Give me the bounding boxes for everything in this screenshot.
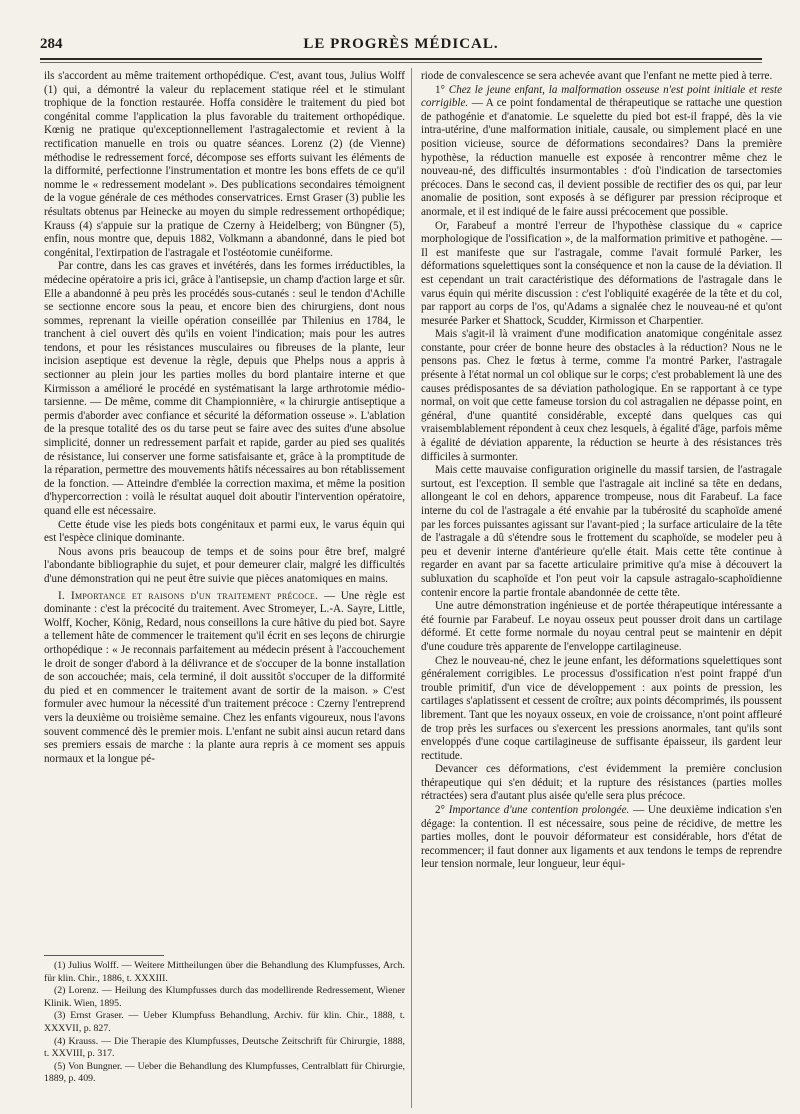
paragraph: Mais cette mauvaise configuration originelle du massif tarsien, de l'astragale surtout, est l'exception. Il semble que l'astragale ait incliné sa tête en dedans, allongeant le col en dehors, apparence trompeuse, nous dit Farabeuf. La face interne du col de l'astragale a été envahie par la tubérosité du scaphoïde amené par les forces puissantes agissant sur l'avant-pied ; la surface articulaire de la tête de l'astragale a dû s'étendre sous le frottement du scaphoïde, se modeler peu à peu et devenir interne d'antérieure qu'elle était. Mais cette tête continue à regarder en avant par sa facette articulaire primitive qu'a mise à découvert la subluxation du scaphoïde et l'on peut voir la capsule astragalo-scaphoïdienne contenir encore la partie frontale abandonnée de cette tête. — [421, 464, 782, 599]
footnotes — [44, 960, 405, 1108]
subsection-body: — A ce point fondamental de thérapeutique se rattache une question de pathogénie et d'anatomie. Le squelette du pied bot est-il frappé, dès la vie intra-utérine, d'une malformation initiale, causale, ou simplement placé en une position vicieuse, source de déformations secondaires? Dans la première hypothèse, la réduction manuelle est exposée à rencontrer même chez le nouveau-né, des difficultés insurmontables : d'où l'indication de tarsectomies précoces. Dans le second cas, il devient possible de rectifier des os qui, par leur anomalie de position, sont exposés à se défigurer par pression réciproque et anormale, et il est indiqué de le faire aussi précocement que possible. — [421, 97, 782, 218]
page-number: 284 — [40, 36, 63, 52]
paragraph: Or, Farabeuf a montré l'erreur de l'hypothèse classique du « caprice morphologique de l'ossification », de la malformation primitive et pathogène. — Il est manifeste que sur l'astragale, comme l'avait formulé Parker, les déformations squelettiques sont la conséquence et non la cause de la déviation. Il est cependant un trait caractéristique des déformations de l'astragale dans le varus équin qui mérite discussion : c'est l'obliquité exagérée de la tête et du col, par rapport au corps de l'os, qu'Adams a signalée chez le nouveau-né et qu'ont mesurée Parker et Shattock, Scudder, Kirmisson et Charpentier. — [421, 219, 782, 327]
page-header — [40, 36, 762, 58]
paragraph: Par contre, dans les cas graves et invétérés, dans les formes irréductibles, la médecine opératoire a pris ici, grâce à l'antisepsie, un champ d'action large et sûr. Elle a abandonné à peu près les procédés sous-cutanés : seul le tendon d'Achille se sectionne encore sous la peau, et encore bien des chirurgiens, dont nous sommes, reprenant la vieille opération conseillée par Thilenius en 1784, le tranchent à ciel ouvert dès qu'ils en voient l'indication; mais pour les autres tendons, et pour les résistances musculaires ou fibreuses de la plante, leur incision aseptique est devenue la règle, depuis que Phelps nous a appris à sectionner au plein jour les parties molles du bord plantaire interne et que Kirmisson a amélioré le procédé en systématisant la large arthrotomie médio-tarsienne. — De même, comme dit Championnière, « la chirurgie antiseptique a permis d'aborder avec confiance et sécurité la déformation osseuse ». L'ablation de la presque totalité des os du tarse peut se faire avec des suites d'une absolue simplicité, donner un redressement parfait et rapide, garder au pied ses qualités de résistance, lui conserver une forme satisfaisante et, grâce à la promptitude de la réparation, permettre des mouvements hâtifs nécessaires au bon rétablissement de la fonction. — Atteindre d'emblée la correction maxima, et même la position d'hypercorrection : voilà le résultat auquel doit aboutir l'intervention opératoire, quand elle est nécessaire. — [44, 260, 405, 517]
subsection-title: Importance d'une contention prolongée. — [448, 804, 630, 817]
subsection-body: — Une deuxième indication s'en dégage: la contention. Il est nécessaire, sous peine de récidive, de mettre les parties molles, dont le pouvoir déformateur est considérable, hors d'état de recommencer; il faut donner aux ligaments et aux tendons le temps de reprendre leur tension normale, leur longueur, leur équi- — [421, 804, 782, 871]
subsection-paragraph — [421, 804, 782, 872]
footnote: (1) Julius Wolff. — Weitere Mittheilungen über die Behandlung des Klumpfusses, Arch. für klin. Chir., 1886, t. XXXIII. — [44, 960, 405, 984]
left-column — [44, 70, 405, 950]
paragraph: Devancer ces déformations, c'est évidemment la première conclusion thérapeutique qui s'en déduit; et la rupture des résistances (parties molles rétractées) sera d'autant plus aisée qu'elle sera plus précoce. — [421, 763, 782, 803]
header-rule-thin — [40, 62, 762, 63]
paragraph: Chez le nouveau-né, chez le jeune enfant, les déformations squelettiques sont généralement corrigibles. Le processus d'ossification n'est point frappé d'un trouble primitif, d'un vice de développement : aux points de pression, les cartilages s'aplatissent et cessent de croître; aux points décomprimés, ils poussent librement. Tant que les noyaux osseux, en voie de croissance, n'ont point affleuré de trop près les surfaces ou s'exercent les pressions anormales, tant qu'ils sont enveloppés d'une coque cartilagineuse de suffisante épaisseur, ils gardent leur rectitude. — [421, 654, 782, 762]
paragraph: Mais s'agit-il là vraiment d'une modification anatomique congénitale assez constante, pour créer de bonne heure des obstacles à la réduction? Nous ne le pensons pas. Chez le fœtus à terme, comme l'a montré Parker, l'astragale présente à l'état normal un col oblique sur le corps; c'est probablement là une des causes prédisposantes de sa déviation pathologique. En se rapportant à ce type normal, on voit que cette fameuse torsion du col astragalien ne dépasse point, en général, d'une quantité considérable, excepté dans quelques cas qui vraisemblablement répondent à ceux chez lesquels, à égalité d'âge, parfois même à égalité de déviation apparente, la réduction se heurte à des résistances très difficiles à surmonter. — [421, 328, 782, 463]
footnote: (5) Von Bungner. — Ueber die Behandlung des Klumpfusses, Centralblatt für Chirurgie, 1889, p. 409. — [44, 1060, 405, 1085]
column-divider — [411, 68, 412, 1108]
subsection-number: 1° — [435, 83, 445, 96]
footnote: (4) Krauss. — Die Therapie des Klumpfusses, Deutsche Zeitschrift für Chirurgie, 1888, t. XXVIII, p. 317. — [44, 1035, 405, 1060]
footnote: (2) Lorenz. — Heilung des Klumpfusses durch das modellirende Redressement, Wiener Klinik. Wien, 1895. — [44, 985, 405, 1009]
section-paragraph — [44, 590, 405, 767]
subsection-paragraph — [421, 84, 782, 220]
paragraph: riode de convalescence se sera achevée avant que l'enfant ne mette pied à terre. — [421, 70, 773, 82]
footnote: (3) Ernst Graser. — Ueber Klumpfuss Behandlung, Archiv. für klin. Chir., 1888, t. XXXVII, p. 827. — [44, 1010, 405, 1034]
right-column — [421, 70, 782, 1104]
header-rule — [40, 58, 762, 60]
paragraph: Nous avons pris beaucoup de temps et de soins pour être bref, malgré l'abondante bibliographie du sujet, et pour demeurer clair, malgré les difficultés d'une démonstration qui ne peut être suivie que pièces anatomiques en mains. — [44, 545, 405, 585]
subsection-number: 2° — [435, 804, 445, 817]
section-heading: I. Importance et raisons d'un traitement précoce. — [58, 589, 319, 602]
running-title: LE PROGRÈS MÉDICAL. — [303, 36, 499, 52]
paragraph: Une autre démonstration ingénieuse et de portée thérapeutique intéressante a été fournie par Farabeuf. Le noyau osseux peut pousser droit dans un cartilage déformé. Et cette forme normale du noyau central peut se maintenir en dépit d'une coudure très apparente de l'enveloppe cartilagineuse. — [421, 600, 782, 653]
footnote-rule — [44, 955, 164, 956]
paragraph: ils s'accordent au même traitement orthopédique. C'est, avant tous, Julius Wolff (1) qui, a démontré la valeur du replacement statique réel et le stimulant trophique de la fonction restaurée. Hoffa considère le traitement du pied bot congénital comme l'application la plus favorable du traitement orthopédique. Kœnig ne pratique qu'exceptionnellement l'astragalectomie et revient à la rectification manuelle en trois ou quatre séances. Lorenz (2) (de Vienne) méthodise le redressement forcé, décompose ses efforts suivant les éléments de la difformité, perfectionne l'instrumentation et montre les bons effets de ce qu'il nomme le « redressement modelant ». Des publications secondaires témoignent de la vogue générale de ces méthodes conservatrices. Ernst Graser (3) publie les résultats obtenus par Heinecke au moyen du simple redressement orthopédique; Krauss (4) s'appuie sur la pratique de Czerny à Heidelberg; von Büngner (5), enfin, nous montre que, depuis 1882, Volkmann a abandonné, dans le pied bot congénital, l'extirpation de l'astragale et l'ostéotomie cunéiforme. — [44, 70, 405, 259]
paragraph: Cette étude vise les pieds bots congénitaux et parmi eux, le varus équin qui est l'espèce clinique dominante. — [44, 518, 405, 545]
section-body: — Une règle est dominante : c'est la précocité du traitement. Avec Stromeyer, L.-A. Sayre, Little, Wolff, Kocher, König, Redard, nous conseillons la cure hâtive du pied bot. Sayre a tellement hâte de commencer le traitement qu'il écrit en ses leçons de chirurgie orthopédique : « Je reconnais parfaitement au médecin présent à l'accouchement le droit de songer d'abord à la délivrance et de s'occuper de la bonne installation de son accouchée; mais, cela terminé, il doit aussitôt s'occuper de la difformité du pied et en commencer le traitement avant de sortir de la maison. » C'est formuler avec humour la nécessité d'un traitement précoce : Czerny l'entreprend vers la deuxième ou troisième semaine. Chez les enfants vigoureux, nous l'avons souvent commencé dès le premier mois. L'enfant ne subit ainsi aucun retard dans ses premiers essais de marche : la plante aura repris à ce moment ses appuis normaux et la longue pé- — [44, 589, 405, 765]
subsection-title: Chez le jeune enfant, la malformation osseuse n'est point initiale et reste corrigible. — [421, 83, 782, 110]
